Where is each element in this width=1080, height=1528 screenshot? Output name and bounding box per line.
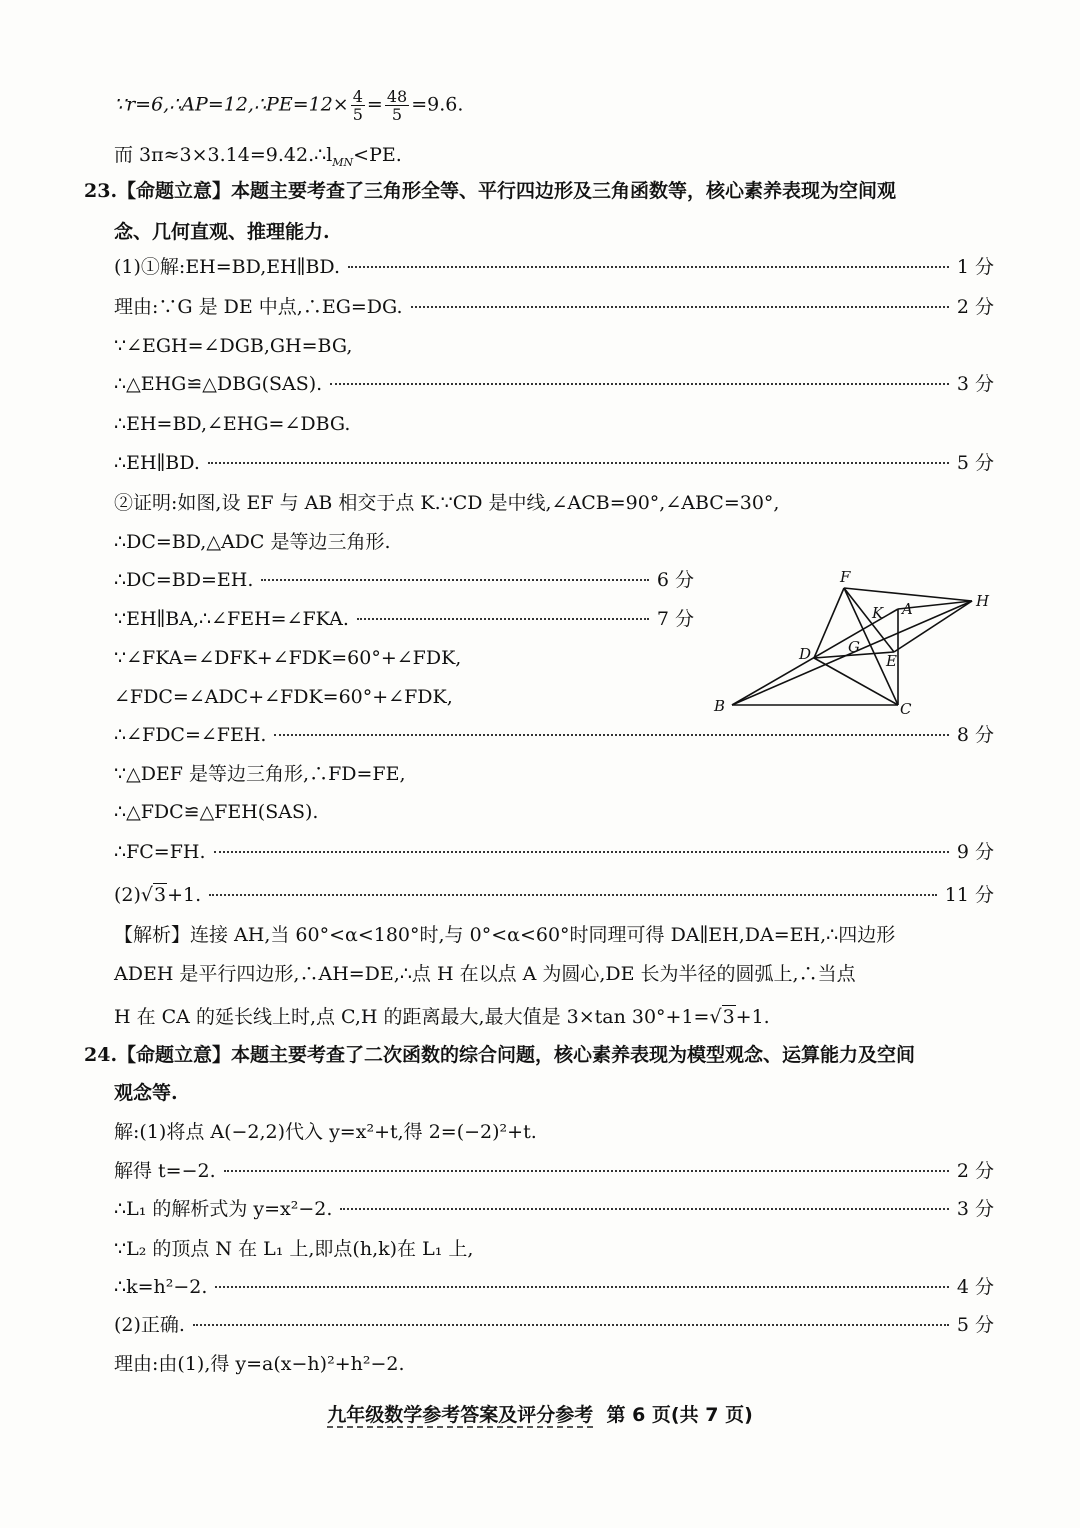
- step-score: 4 分: [956, 1276, 994, 1298]
- label-k: K: [872, 604, 884, 622]
- step-text: ∴DC=BD=EH.: [114, 569, 254, 591]
- step-score: 2 分: [956, 296, 994, 318]
- leader-dots: [208, 462, 949, 464]
- step-text: ∴△EHG≌△DBG(SAS).: [114, 373, 323, 395]
- q23-intro-1: 23.【命题立意】本题主要考查了三角形全等、平行四边形及三角函数等，核心素养表现为空间观: [84, 180, 897, 202]
- equals-sign: =: [366, 93, 383, 116]
- q23-step-15: ∴△FDC≌△FEH(SAS).: [114, 801, 319, 823]
- q23-step-7: ②证明:如图,设 EF 与 AB 相交于点 K.∵CD 是中线,∠ACB=90°,∠ABC=30°,: [114, 492, 780, 514]
- label-h: H: [976, 592, 990, 610]
- step-score: 6 分: [656, 569, 694, 591]
- analysis-text: H 在 CA 的延长线上时,点 C,H 的距离最大,最大值是 3×tan 30°+1=: [114, 1006, 710, 1028]
- q23-step-8: ∴DC=BD,△ADC 是等边三角形.: [114, 531, 391, 553]
- step-text: ∴EH∥BD.: [114, 452, 200, 474]
- part-label: (2): [114, 884, 141, 906]
- geometry-figure: [710, 566, 1000, 726]
- step-text: ∴L₁ 的解析式为 y=x²−2.: [114, 1198, 333, 1220]
- q23-step-5: ∴EH=BD,∠EHG=∠DBG.: [114, 413, 351, 435]
- q24-step-3: [114, 1196, 994, 1222]
- step-text: ∴k=h²−2.: [114, 1276, 208, 1298]
- step-score: 11 分: [944, 884, 994, 906]
- step-score: 7 分: [656, 608, 694, 630]
- analysis-end: +1.: [735, 1006, 770, 1028]
- label-g: G: [848, 638, 860, 656]
- step-score: 2 分: [956, 1160, 994, 1182]
- segment-df: [814, 588, 844, 658]
- fraction-4-5: [351, 88, 365, 123]
- q24-intro-2: 观念等.: [114, 1082, 178, 1104]
- footer-title: 九年级数学参考答案及评分参考: [327, 1404, 594, 1426]
- fraction-48-5: [385, 88, 409, 123]
- arc-subscript: MN: [332, 155, 354, 169]
- q23-step-3: ∵∠EGH=∠DGB,GH=BG,: [114, 335, 353, 357]
- q23-step-14: ∵△DEF 是等边三角形,∴FD=FE,: [114, 763, 406, 785]
- q23-step-2: [114, 294, 994, 320]
- leader-dots: [340, 1208, 948, 1210]
- leader-dots: [224, 1170, 949, 1172]
- plus-one: +1.: [167, 884, 202, 906]
- label-c: C: [900, 700, 912, 718]
- q23-step-10: [114, 606, 694, 632]
- q23-step-6: [114, 450, 994, 476]
- q23-analysis-2: ADEH 是平行四边形,∴AH=DE,∴点 H 在以点 A 为圆心,DE 长为半径的圆弧上,∴当点: [114, 963, 856, 985]
- line-pe-calc: [114, 88, 463, 123]
- step-score: 3 分: [956, 373, 994, 395]
- q24-step-2: [114, 1158, 994, 1184]
- q23-intro-2: 念、几何直观、推理能力.: [114, 221, 330, 243]
- q23-step-12: ∠FDC=∠ADC+∠FDK=60°+∠FDK,: [114, 686, 453, 708]
- step-score: 8 分: [956, 724, 994, 746]
- step-text: 理由:∵G 是 DE 中点,∴EG=DG.: [114, 296, 403, 318]
- leader-dots: [274, 734, 948, 736]
- step-text: (2)正确.: [114, 1314, 185, 1336]
- step-score: 5 分: [956, 452, 994, 474]
- q23-step-9: [114, 567, 694, 593]
- step-score: 5 分: [956, 1314, 994, 1336]
- label-a: A: [902, 600, 913, 618]
- step-text: (2)√3+1.: [114, 884, 202, 906]
- pe-result: =9.6.: [411, 93, 464, 116]
- step-text: (1)①解:EH=BD,EH∥BD.: [114, 256, 341, 278]
- leader-dots: [209, 894, 937, 896]
- leader-dots: [214, 851, 949, 853]
- q24-step-1: 解:(1)将点 A(−2,2)代入 y=x²+t,得 2=(−2)²+t.: [114, 1121, 537, 1143]
- step-score: 3 分: [956, 1198, 994, 1220]
- q24-step-6: [114, 1312, 994, 1338]
- label-d: D: [799, 645, 812, 663]
- q24-step-5: [114, 1274, 994, 1300]
- leader-dots: [215, 1286, 948, 1288]
- sqrt-radicand: 3: [154, 884, 167, 906]
- frac-num: 48: [386, 87, 408, 106]
- page-footer: [0, 1400, 1080, 1427]
- q24-step-4: ∵L₂ 的顶点 N 在 L₁ 上,即点(h,k)在 L₁ 上,: [114, 1238, 474, 1260]
- q23-step-1: [114, 254, 994, 280]
- step-text: ∴∠FDC=∠FEH.: [114, 724, 267, 746]
- leader-dots: [261, 579, 648, 581]
- frac-den: 5: [391, 105, 403, 124]
- q23-step-11: ∵∠FKA=∠DFK+∠FDK=60°+∠FDK,: [114, 647, 462, 669]
- step-text: ∵EH∥BA,∴∠FEH=∠FKA.: [114, 608, 349, 630]
- step-score: 1 分: [956, 256, 994, 278]
- arc-compare-text: 而 3π≈3×3.14=9.42.∴l: [114, 144, 333, 166]
- q23-step-4: [114, 371, 994, 397]
- leader-dots: [193, 1324, 949, 1326]
- footer-page-number: 第 6 页(共 7 页): [606, 1404, 753, 1426]
- label-e: E: [886, 652, 897, 670]
- leader-dots: [348, 266, 949, 268]
- q24-step-7: 理由:由(1),得 y=a(x−h)²+h²−2.: [114, 1353, 405, 1375]
- q24-intro-1: 24.【命题立意】本题主要考查了二次函数的综合问题，核心素养表现为模型观念、运算能力及空间: [84, 1044, 916, 1066]
- arc-compare-end: <PE.: [353, 144, 402, 166]
- q23-analysis-3: H 在 CA 的延长线上时,点 C,H 的距离最大,最大值是 3×tan 30°+1=√3+1.: [114, 1006, 770, 1028]
- label-f: F: [840, 568, 851, 586]
- q23-step-17: [114, 882, 994, 908]
- label-b: B: [714, 697, 726, 715]
- sqrt-radicand: 3: [722, 1006, 735, 1028]
- leader-dots: [357, 618, 649, 620]
- pe-calc-text: ∵r=6,∴AP=12,∴PE=12×: [114, 93, 349, 116]
- step-text: 解得 t=−2.: [114, 1160, 216, 1182]
- leader-dots: [411, 306, 949, 308]
- frac-num: 4: [352, 87, 363, 106]
- line-arc-compare: [114, 142, 402, 176]
- q23-analysis-1: 【解析】连接 AH,当 60°<α<180°时,与 0°<α<60°时同理可得 DA∥EH,DA=EH,∴四边形: [114, 924, 896, 946]
- step-text: ∴FC=FH.: [114, 841, 206, 863]
- step-score: 9 分: [956, 841, 994, 863]
- leader-dots: [330, 383, 949, 385]
- frac-den: 5: [352, 105, 363, 124]
- q23-step-16: [114, 839, 994, 865]
